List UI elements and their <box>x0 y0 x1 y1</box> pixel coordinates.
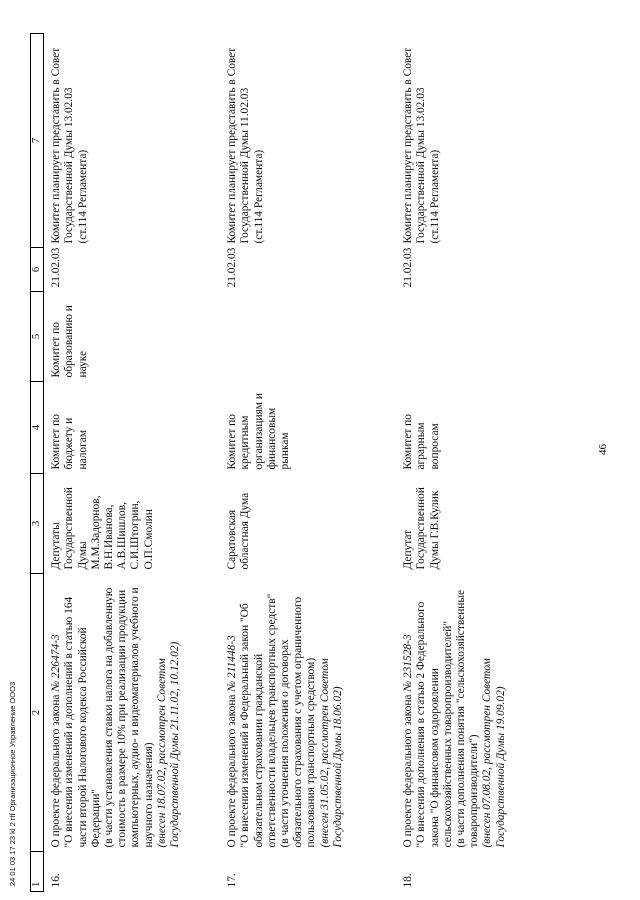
lead-committee: Комитет по кредитным организациям и финансовым рынкам <box>226 393 292 470</box>
date: 21.02.03 <box>402 247 415 288</box>
bill-body: "О внесении изменений и дополнений в статью 164 части второй Налогового кодекса Российской Федерации" (в части установления ставки налога на добавленную стоимость в размере 10% при реализации продукции компьютерных, аудио- и видеоматериалов учебного и научного назначения) <box>63 587 155 848</box>
column-header: 3 <box>31 474 44 574</box>
bill-title-prefix: О проекте федерального закона <box>402 694 415 848</box>
bill-note: (внесен 07.08.02, рассмотрен Советом Государственной Думы 19.09.02) <box>481 655 507 848</box>
bill-number: № 231528-3 <box>402 634 415 692</box>
row-number: 18. <box>402 873 415 888</box>
table-header-row <box>31 34 44 892</box>
row-number: 16. <box>50 873 63 888</box>
bills-table <box>30 33 508 892</box>
status: Комитет планирует представить в Совет Государственной Думы 13.02.03 (ст.114 Регламента) <box>50 47 89 244</box>
bill-description <box>220 574 396 852</box>
bill-note: (внесен 18.07.02, рассмотрен Советом Государственной Думы 21.11.02, 10.12.02) <box>155 641 182 848</box>
lead-committee: Комитет по аграрным вопросам <box>402 414 441 470</box>
status: Комитет планирует представить в Совет Государственной Думы 11.02.03 (ст.114 Регламента) <box>226 47 265 244</box>
row-number: 17. <box>226 873 239 888</box>
initiator: Депутаты Государственной Думы М.М.Задорнов, В.Н.Иванова, А.В.Шишлов, С.И.Штогрин, О.П.Смолин <box>50 487 155 570</box>
column-header: 5 <box>31 292 44 382</box>
initiator: Депутат Государственной Думы Г.В.Кулик <box>402 487 441 570</box>
bill-body: "О внесении дополнения в статью 2 Федерального закона "О финансовом оздоровлении сельскохозяйственных товаропроизводителей" (в части дополнения понятия "сельскохозяйственные товаропроизводители") <box>415 589 481 848</box>
status: Комитет планирует представить в Совет Государственной Думы 13.02.03 (ст.114 Регламента) <box>402 47 441 244</box>
column-header: 6 <box>31 248 44 292</box>
column-header: 1 <box>31 852 44 892</box>
co-committee <box>396 292 508 382</box>
column-header: 7 <box>31 34 44 248</box>
bill-description <box>396 574 508 852</box>
bill-number: № 226474-3 <box>50 634 63 692</box>
bill-title-prefix: О проекте федерального закона <box>50 694 63 848</box>
co-committee <box>220 292 396 382</box>
date: 21.02.03 <box>50 247 63 288</box>
date: 21.02.03 <box>226 247 239 288</box>
table-row <box>220 34 396 892</box>
initiator: Саратовская областная Дума <box>226 492 252 570</box>
table-row <box>396 34 508 892</box>
column-header: 2 <box>31 574 44 852</box>
lead-committee: Комитет по бюджету и налогам <box>50 414 89 470</box>
column-header: 4 <box>31 382 44 474</box>
bill-title-prefix: О проекте федерального закона <box>226 694 239 848</box>
bill-body: "О внесении изменений в Федеральный закон "Об обязательном страховании гражданской ответственности владельцев транспортных средств" (в части уточнения положения о договорах обязательного страхования с учетом ограниченного пользования транспортным средством) <box>239 593 318 848</box>
table-row <box>44 34 221 892</box>
document-footer: 24 01 03 17 23 kl 2 rtf Организационное Управление ООО3 <box>8 681 17 886</box>
bill-number: № 211448-3 <box>226 635 239 692</box>
page-number: 46 <box>597 444 609 455</box>
co-committee: Комитет по образованию и науке <box>50 305 89 378</box>
bill-description <box>44 574 221 852</box>
bill-note: (внесен 31.05.02, рассмотрен Советом Государственной Думы 18.06.02) <box>318 655 344 848</box>
